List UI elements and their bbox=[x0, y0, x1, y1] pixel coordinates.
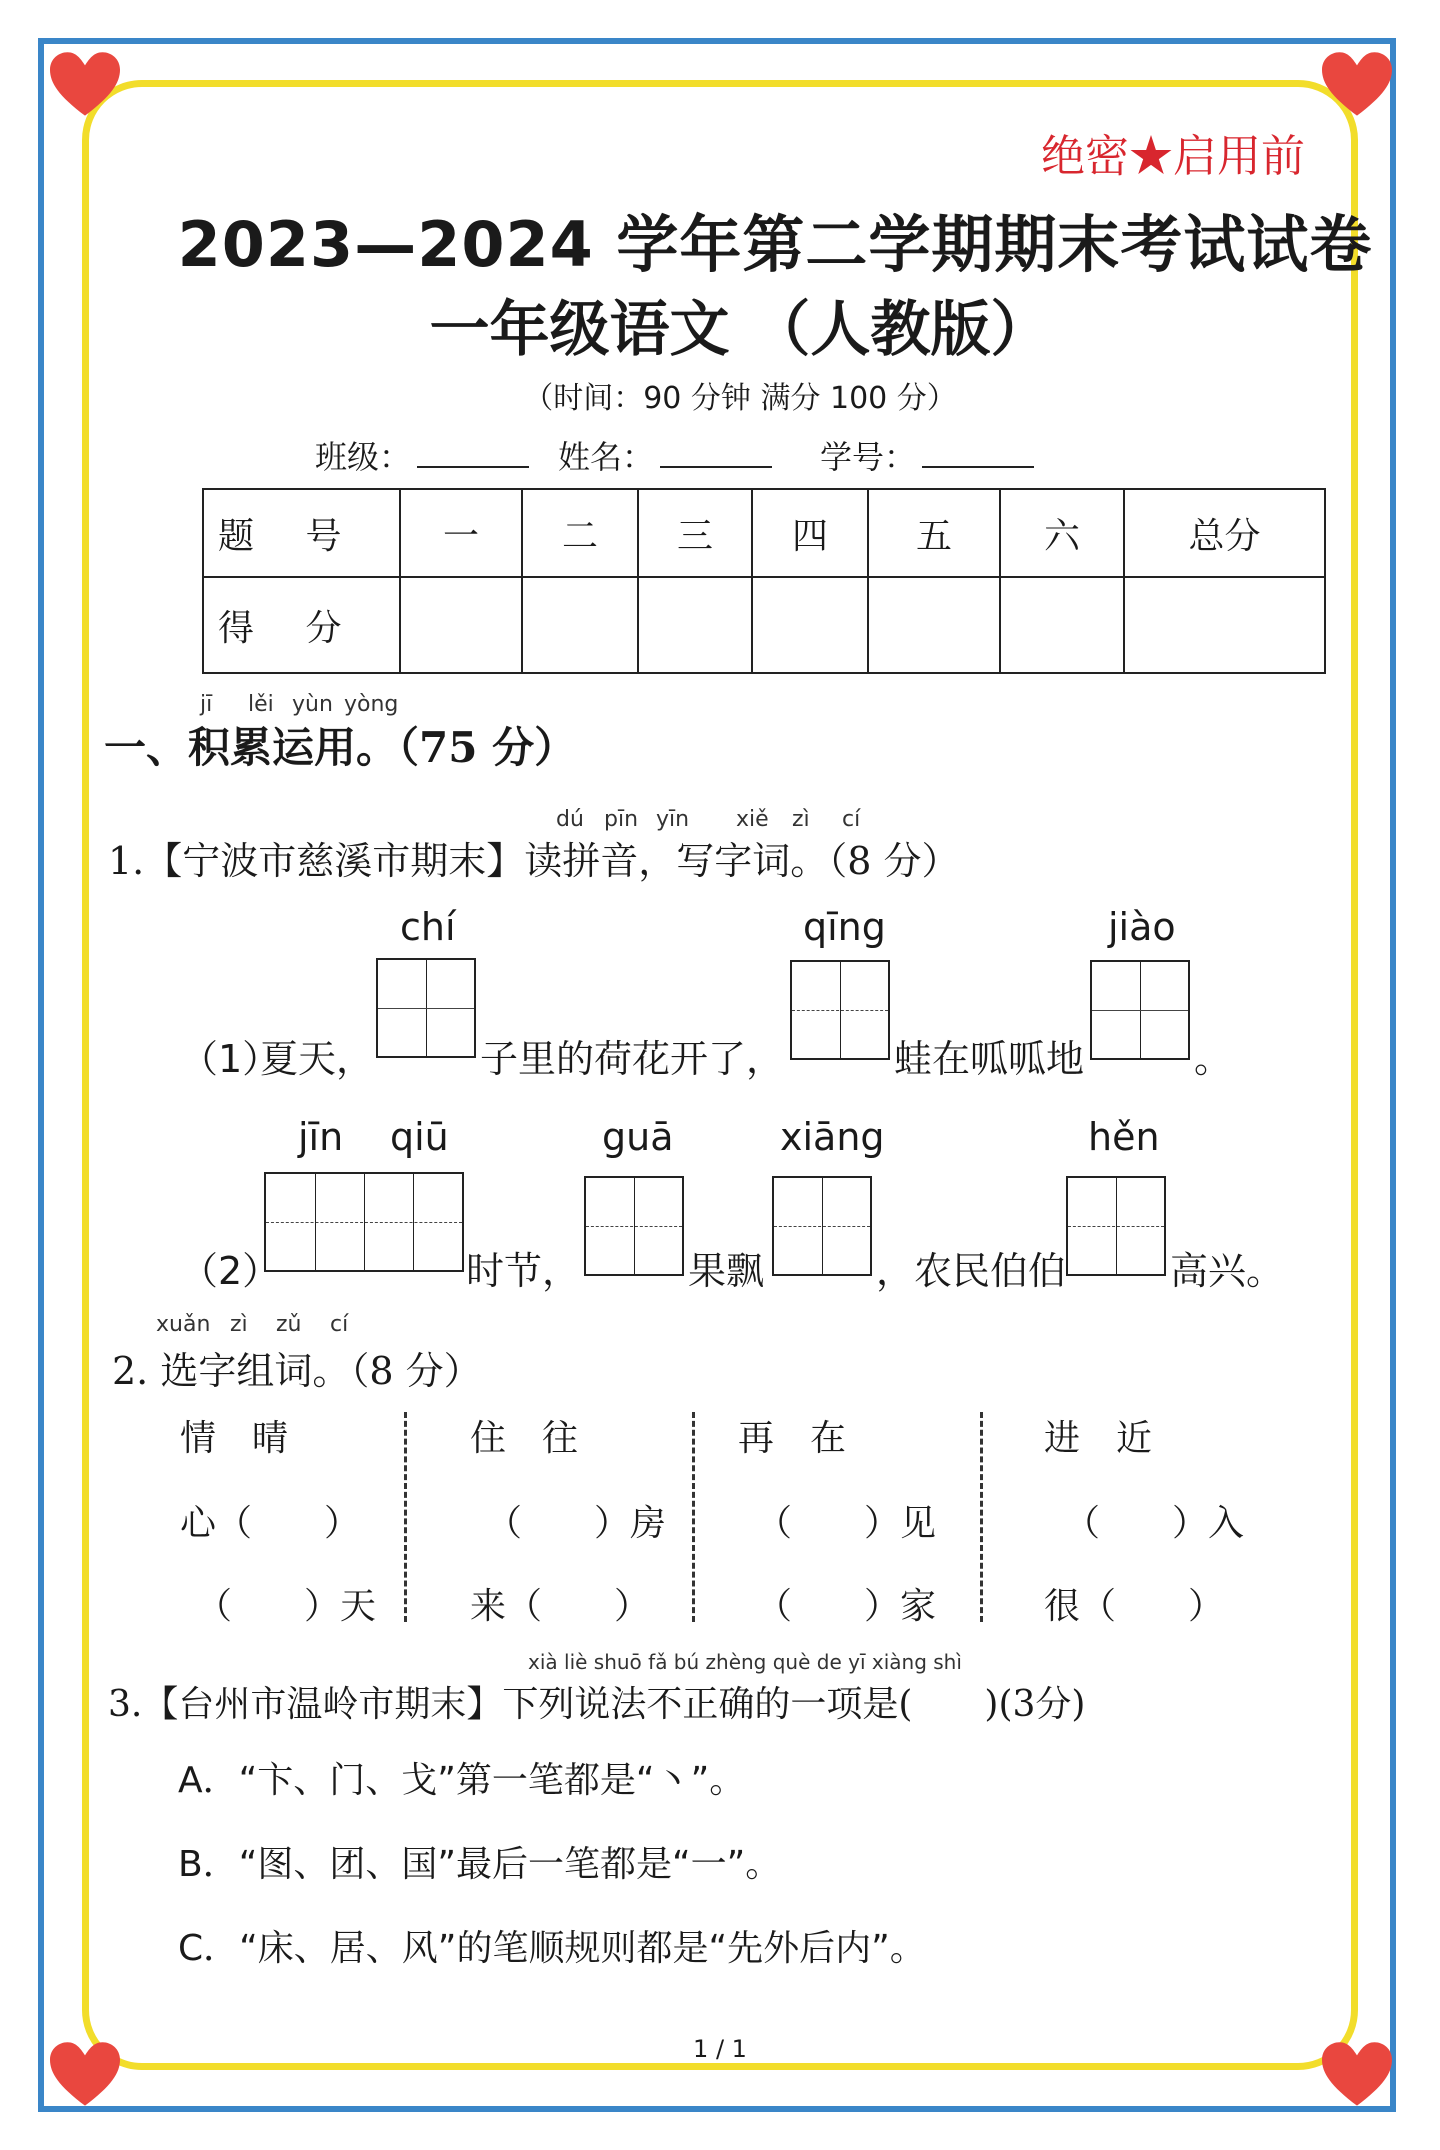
char-pair: 再 在 bbox=[738, 1418, 847, 1459]
option-a[interactable]: A．“卞、门、戈”第一笔都是“丶”。 bbox=[178, 1760, 746, 1801]
pinyin: zǔ bbox=[276, 1312, 302, 1337]
sentence-text: 。 bbox=[1194, 1037, 1233, 1081]
table-cell: 六 bbox=[1000, 489, 1124, 577]
score-input[interactable] bbox=[400, 577, 522, 673]
writing-grid[interactable] bbox=[376, 958, 476, 1058]
heart-icon bbox=[1322, 50, 1392, 120]
word-blank[interactable]: （ ）房 bbox=[486, 1503, 667, 1544]
confidential-stamp: 绝密★启用前 bbox=[1041, 131, 1305, 182]
option-c[interactable]: C．“床、居、风”的笔顺规则都是“先外后内”。 bbox=[178, 1928, 926, 1969]
score-input[interactable] bbox=[868, 577, 1000, 673]
pinyin: chí bbox=[400, 905, 456, 949]
word-blank[interactable]: 很（ ） bbox=[1044, 1586, 1225, 1627]
divider bbox=[980, 1412, 983, 1622]
pinyin: xiě bbox=[736, 807, 769, 832]
score-table bbox=[202, 488, 1326, 674]
option-b[interactable]: B．“图、团、国”最后一笔都是“一”。 bbox=[178, 1844, 782, 1885]
name-field[interactable]: 姓名： bbox=[558, 432, 772, 478]
sentence-text: 果飘 bbox=[688, 1249, 765, 1293]
pinyin: xiāng bbox=[780, 1115, 885, 1159]
divider bbox=[404, 1412, 407, 1622]
page-number: 1 / 1 bbox=[693, 2035, 747, 2063]
pinyin: qiū bbox=[390, 1115, 449, 1159]
table-row bbox=[203, 577, 1325, 673]
score-input[interactable] bbox=[522, 577, 638, 673]
pinyin: xuǎn bbox=[156, 1312, 211, 1337]
table-cell: 四 bbox=[752, 489, 868, 577]
heart-icon bbox=[50, 50, 120, 120]
class-field[interactable]: 班级： bbox=[315, 432, 529, 478]
page-title: 2023—2024 学年第二学期期末考试试卷 bbox=[177, 208, 1373, 281]
pinyin: dú bbox=[556, 807, 584, 832]
word-blank[interactable]: 来（ ） bbox=[470, 1586, 651, 1627]
word-blank[interactable]: （ ）家 bbox=[756, 1586, 937, 1627]
sentence-text: 高兴。 bbox=[1170, 1249, 1285, 1293]
word-blank[interactable]: 心（ ） bbox=[180, 1503, 361, 1544]
question-3: 3.【台州市温岭市期末】下列说法不正确的一项是( )(3分) bbox=[108, 1684, 1086, 1725]
pinyin: jī bbox=[200, 692, 213, 717]
sentence-text: 时节， bbox=[466, 1249, 581, 1293]
pinyin: yīn bbox=[656, 807, 690, 832]
pinyin: cí bbox=[330, 1312, 349, 1337]
table-cell: 题 号 bbox=[203, 489, 400, 577]
pinyin: lěi bbox=[248, 692, 274, 717]
writing-grid[interactable] bbox=[772, 1176, 872, 1276]
pinyin: yòng bbox=[344, 692, 399, 717]
table-cell: 得 分 bbox=[203, 577, 400, 673]
table-row bbox=[203, 489, 1325, 577]
table-cell: 五 bbox=[868, 489, 1000, 577]
sentence-text: 蛙在呱呱地 bbox=[894, 1037, 1085, 1081]
writing-grid[interactable] bbox=[1090, 960, 1190, 1060]
writing-grid[interactable] bbox=[1066, 1176, 1166, 1276]
section-heading: 一、积累运用。（75 分） bbox=[104, 723, 577, 772]
pinyin: pīn bbox=[604, 807, 639, 832]
table-cell: 总分 bbox=[1124, 489, 1325, 577]
item-number: （1） bbox=[180, 1037, 281, 1081]
score-input[interactable] bbox=[638, 577, 752, 673]
score-input[interactable] bbox=[1000, 577, 1124, 673]
char-pair: 情 晴 bbox=[180, 1418, 289, 1459]
divider bbox=[692, 1412, 695, 1622]
pinyin: zì bbox=[792, 807, 810, 832]
pinyin: qīng bbox=[803, 905, 886, 949]
word-blank[interactable]: （ ）见 bbox=[756, 1503, 937, 1544]
student-id-field[interactable]: 学号： bbox=[820, 432, 1034, 478]
score-input[interactable] bbox=[1124, 577, 1325, 673]
question-1: 1.【宁波市慈溪市期末】读拼音，写字词。（8 分） bbox=[108, 839, 960, 883]
pinyin: cí bbox=[842, 807, 861, 832]
pinyin: jiào bbox=[1108, 905, 1176, 949]
question-2: 2. 选字组词。（8 分） bbox=[112, 1349, 482, 1393]
sentence-text: ，农民伯伯 bbox=[876, 1249, 1067, 1293]
word-blank[interactable]: （ ）天 bbox=[196, 1586, 377, 1627]
pinyin: zì bbox=[230, 1312, 248, 1337]
table-cell: 二 bbox=[522, 489, 638, 577]
page-subtitle: 一年级语文 （人教版） bbox=[429, 295, 1051, 365]
pinyin: jīn bbox=[298, 1115, 344, 1159]
pinyin: guā bbox=[602, 1115, 674, 1159]
char-pair: 住 往 bbox=[470, 1418, 579, 1459]
table-cell: 一 bbox=[400, 489, 522, 577]
pinyin: xià liè shuō fǎ bú zhèng què de yī xiàng shì bbox=[528, 1650, 962, 1674]
writing-grid[interactable] bbox=[584, 1176, 684, 1276]
score-input[interactable] bbox=[752, 577, 868, 673]
sentence-text: 夏天， bbox=[260, 1037, 375, 1081]
pinyin: hěn bbox=[1088, 1115, 1160, 1159]
char-pair: 进 近 bbox=[1044, 1418, 1153, 1459]
writing-grid[interactable] bbox=[264, 1172, 464, 1272]
pinyin: yùn bbox=[292, 692, 333, 717]
exam-info: （时间：90 分钟 满分 100 分） bbox=[523, 381, 957, 416]
table-cell: 三 bbox=[638, 489, 752, 577]
sentence-text: 子里的荷花开了， bbox=[480, 1037, 785, 1081]
word-blank[interactable]: （ ）入 bbox=[1064, 1503, 1245, 1544]
item-number: （2） bbox=[180, 1249, 281, 1293]
writing-grid[interactable] bbox=[790, 960, 890, 1060]
